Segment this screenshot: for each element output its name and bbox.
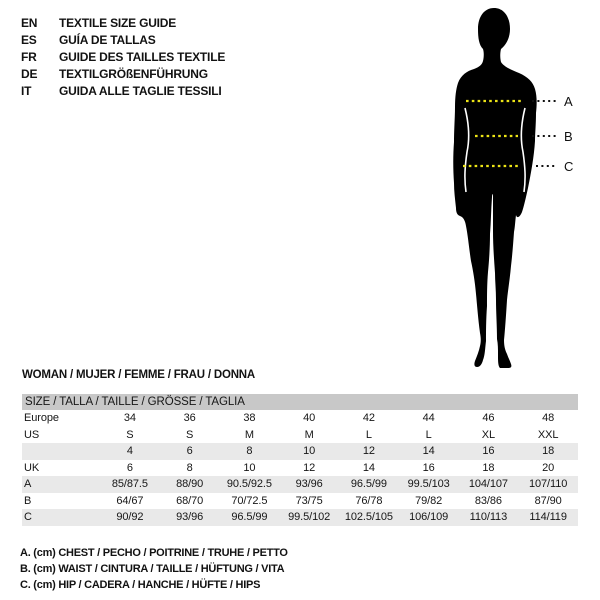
cell: 14 [399, 443, 459, 460]
cell: 96.5/99 [220, 509, 280, 526]
cell: 85/87.5 [100, 476, 160, 493]
cell: XXL [537, 428, 559, 441]
cell: 114/119 [518, 509, 578, 526]
legend-chest: A. (cm) CHEST / PECHO / POITRINE / TRUHE / PETTO [20, 547, 288, 559]
cell: 18 [482, 461, 495, 474]
language-row-en [21, 14, 225, 31]
measure-label-a: A [564, 94, 573, 109]
cell: 4 [100, 443, 160, 460]
row-label: Europe [24, 412, 59, 425]
cell: 14 [362, 461, 375, 474]
cell: 68/70 [176, 494, 204, 507]
cell: 87/90 [534, 494, 562, 507]
cell: 46 [482, 412, 495, 425]
cell: 16 [459, 443, 519, 460]
cell: 99.5/102 [279, 509, 339, 526]
language-row-it [21, 82, 225, 99]
size-table [22, 394, 578, 526]
measure-label-c: C [564, 159, 574, 174]
cell: L [365, 428, 372, 441]
row-label: C [22, 509, 100, 526]
cell: 12 [339, 443, 399, 460]
guide-title-de: TEXTILGRÖßENFÜHRUNG [59, 66, 208, 81]
cell: 38 [243, 412, 256, 425]
cell: M [304, 428, 314, 441]
cell: 44 [422, 412, 435, 425]
row-label: B [24, 494, 32, 507]
legend-waist: B. (cm) WAIST / CINTURA / TAILLE / HÜFTUNG / VITA [20, 563, 285, 575]
cell: 79/82 [415, 494, 443, 507]
cell: 36 [183, 412, 196, 425]
language-code: ES [21, 32, 37, 47]
language-row-es [21, 31, 225, 48]
cell: 40 [303, 412, 316, 425]
table-row-europe [22, 410, 578, 427]
table-header-row [22, 394, 578, 410]
cell: 88/90 [160, 476, 220, 493]
cell: 10 [279, 443, 339, 460]
cell: 20 [542, 461, 555, 474]
gender-heading: WOMAN / MUJER / FEMME / FRAU / DONNA [22, 369, 256, 381]
language-list [21, 14, 225, 99]
guide-title-it: GUIDA ALLE TAGLIE TESSILI [59, 83, 222, 98]
cell: 90.5/92.5 [220, 476, 280, 493]
table-header: SIZE / TALLA / TAILLE / GRÖSSE / TAGLIA [22, 394, 578, 410]
cell: 110/113 [459, 509, 519, 526]
cell: 73/75 [295, 494, 323, 507]
guide-title-fr: GUIDE DES TAILLES TEXTILE [59, 49, 226, 64]
language-row-fr [21, 48, 225, 65]
measurement-figure [420, 0, 600, 380]
table-row-waist [22, 493, 578, 510]
table-row-us-numbers [22, 443, 578, 460]
cell: 10 [243, 461, 256, 474]
cell: 83/86 [474, 494, 502, 507]
row-label: UK [24, 461, 40, 474]
cell: 99.5/103 [399, 476, 459, 493]
cell: 96.5/99 [339, 476, 399, 493]
cell: 8 [186, 461, 193, 474]
cell: 106/109 [399, 509, 459, 526]
guide-title-en: TEXTILE SIZE GUIDE [59, 15, 177, 30]
cell: 48 [542, 412, 555, 425]
language-row-de [21, 65, 225, 82]
measure-label-b: B [564, 129, 573, 144]
cell: 16 [422, 461, 435, 474]
cell: 6 [126, 461, 133, 474]
legend-hip: C. (cm) HIP / CADERA / HANCHE / HÜFTE / HIPS [20, 579, 261, 591]
cell: 107/110 [518, 476, 578, 493]
cell: XL [481, 428, 495, 441]
language-code: DE [21, 66, 38, 81]
table-row-us-letters [22, 427, 578, 444]
cell: 34 [123, 412, 136, 425]
cell: L [425, 428, 432, 441]
cell: M [244, 428, 254, 441]
cell: 42 [362, 412, 375, 425]
language-code: IT [21, 83, 32, 98]
cell: 6 [160, 443, 220, 460]
guide-title-es: GUÍA DE TALLAS [59, 32, 156, 47]
cell: 93/96 [279, 476, 339, 493]
cell: 90/92 [100, 509, 160, 526]
table-row-chest [22, 476, 578, 493]
table-row-hip [22, 509, 578, 526]
measurement-legend [20, 545, 288, 593]
row-label [22, 443, 100, 460]
cell: 12 [303, 461, 316, 474]
cell: 93/96 [160, 509, 220, 526]
cell: 8 [220, 443, 280, 460]
cell: 18 [518, 443, 578, 460]
cell: S [186, 428, 194, 441]
cell: 102.5/105 [339, 509, 399, 526]
cell: 70/72.5 [231, 494, 268, 507]
cell: 76/78 [355, 494, 383, 507]
cell: 64/67 [116, 494, 144, 507]
language-code: FR [21, 49, 37, 64]
table-row-uk [22, 460, 578, 477]
cell: S [126, 428, 134, 441]
cell: 104/107 [459, 476, 519, 493]
language-code: EN [21, 15, 38, 30]
row-label: US [24, 428, 40, 441]
row-label: A [22, 476, 100, 493]
